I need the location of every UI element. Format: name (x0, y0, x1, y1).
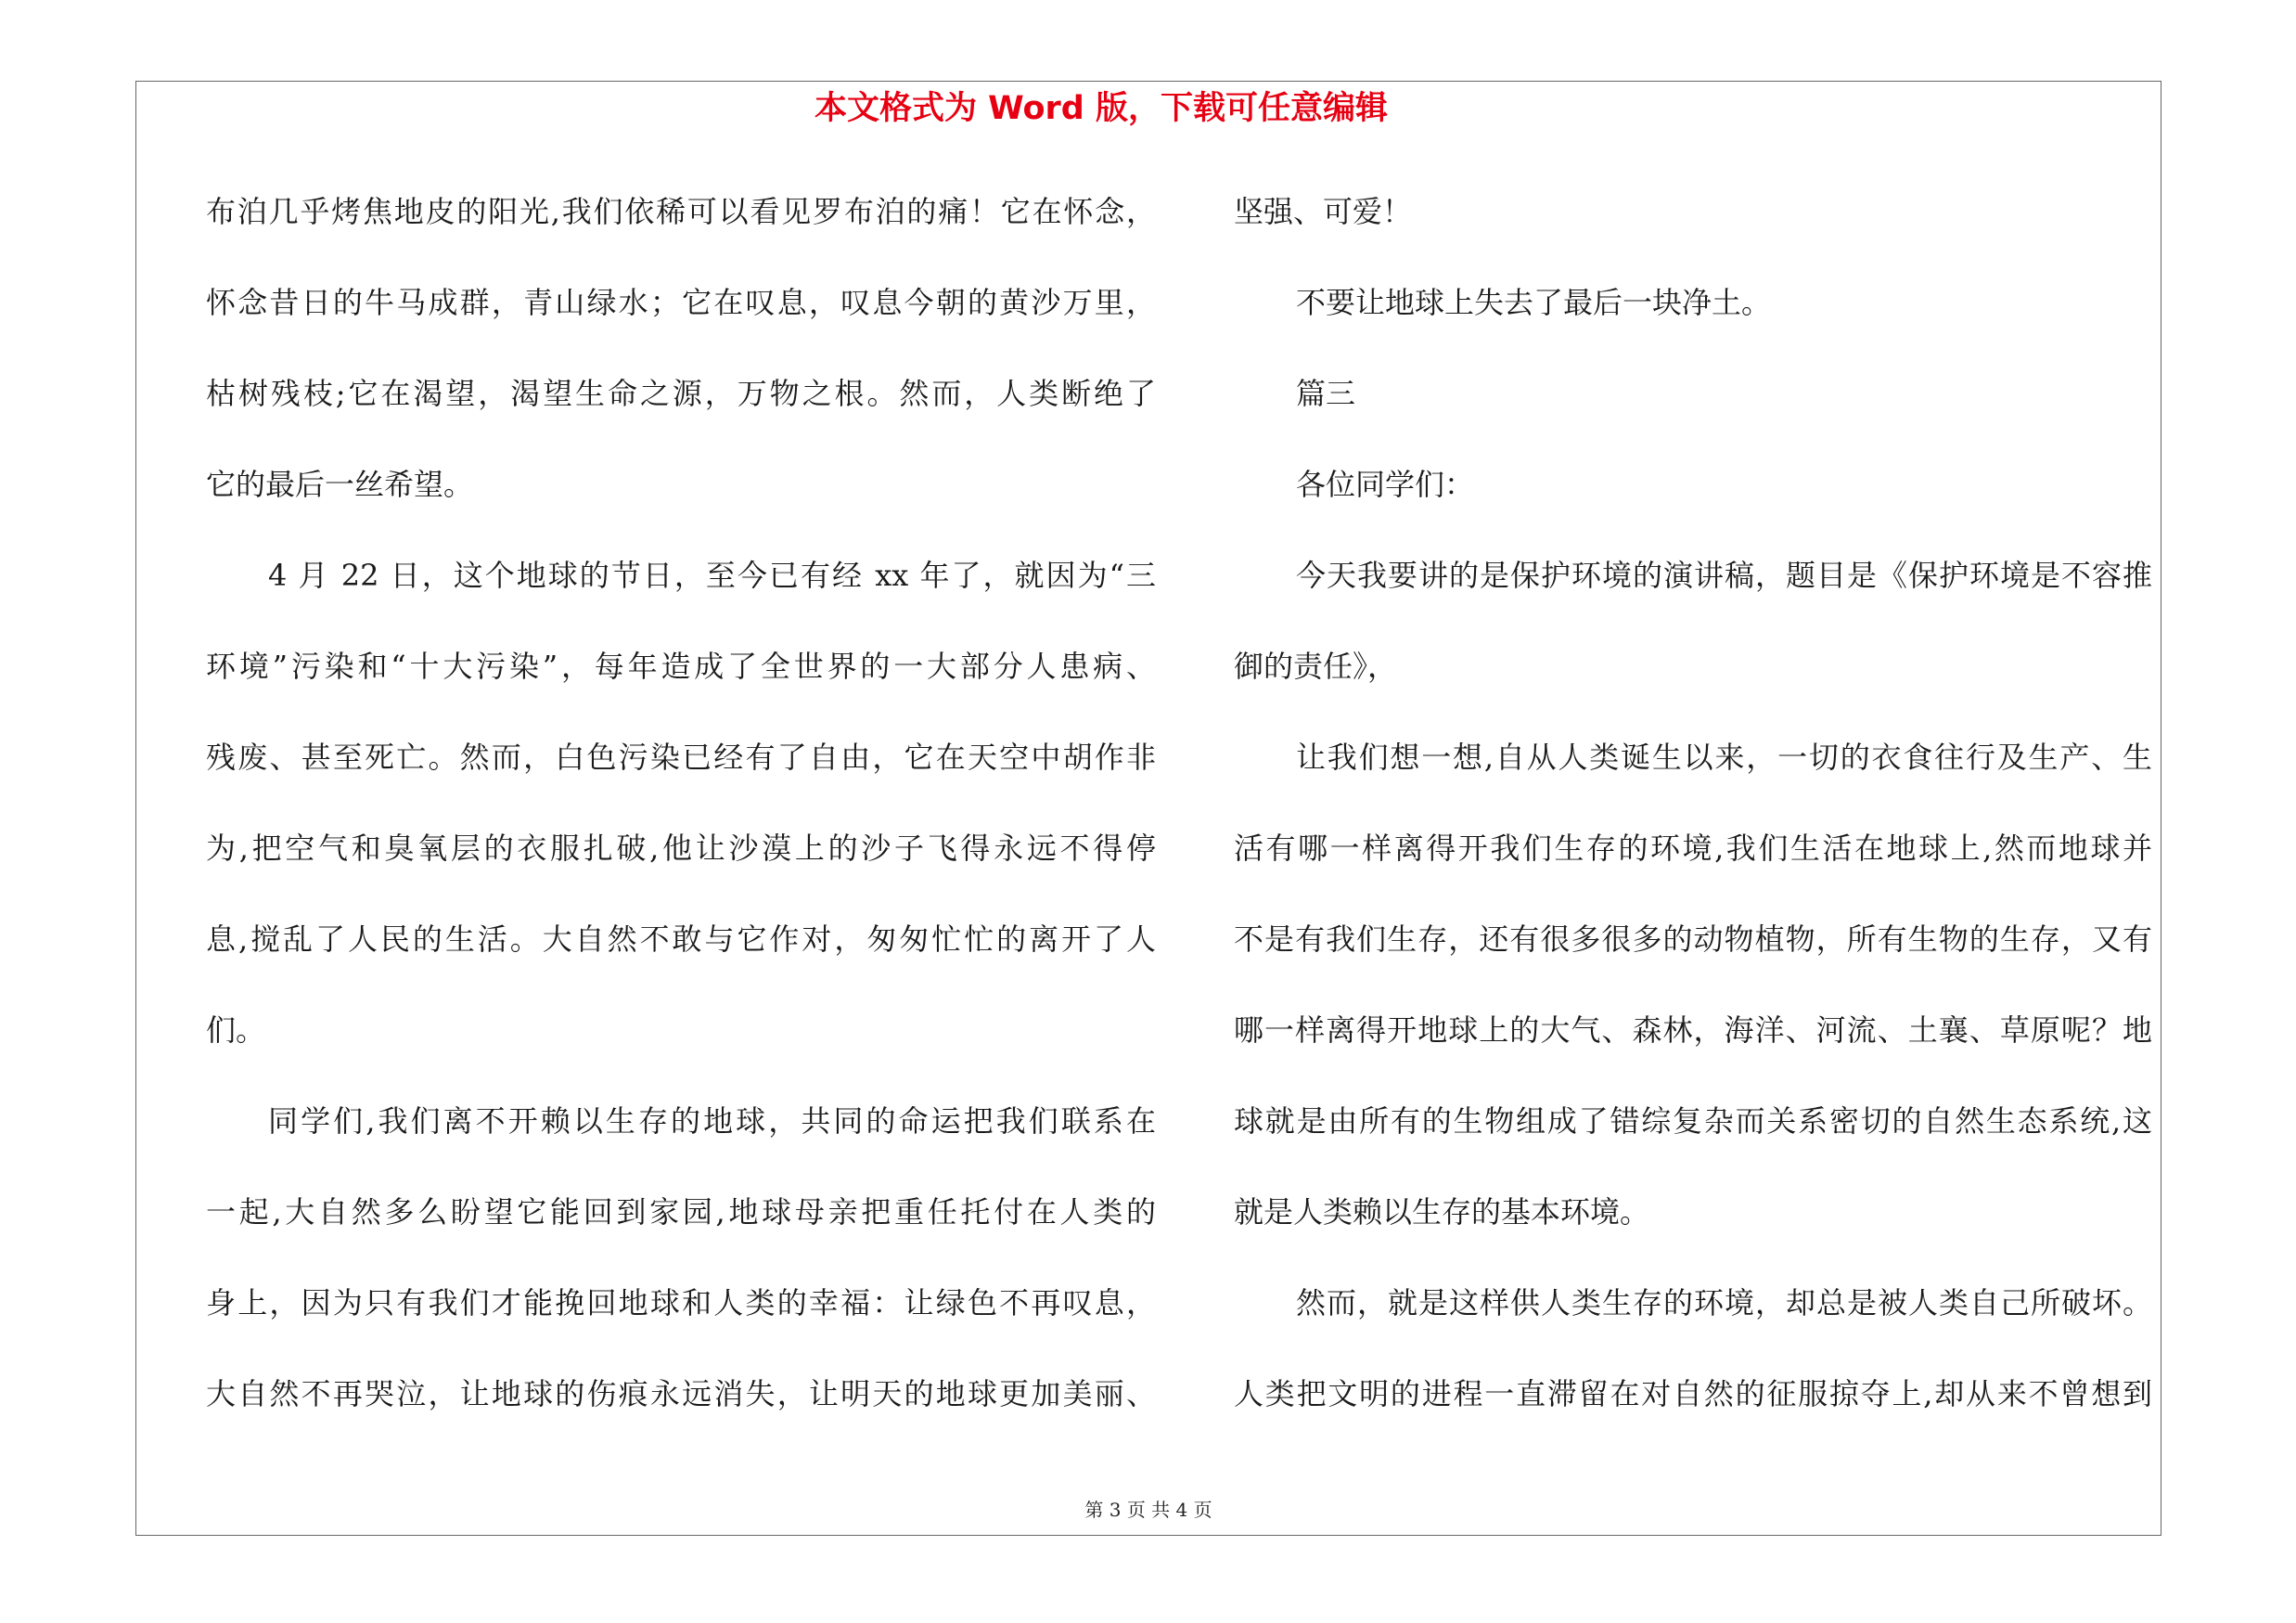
text-line: 怀念昔日的牛马成群，青山绿水；它在叹息，叹息今朝的黄沙万里， (206, 285, 1156, 320)
text-line: 活有哪一样离得开我们生存的环境,我们生活在地球上,然而地球并 (1234, 831, 2152, 866)
text-line: 就是人类赖以生存的基本环境。 (1234, 1194, 1650, 1230)
paragraph-start-line: 4 月 22 日，这个地球的节日，至今已有经 xx 年了，就因为“三 (268, 558, 1156, 593)
text-line: 身上，因为只有我们才能挽回地球和人类的幸福：让绿色不再叹息， (206, 1285, 1156, 1320)
paragraph-start-line: 不要让地球上失去了最后一块净土。 (1296, 285, 1772, 320)
text-line: 布泊几乎烤焦地皮的阳光,我们依稀可以看见罗布泊的痛！它在怀念， (206, 194, 1156, 229)
left-column (206, 166, 1156, 1439)
page-number-footer: 第 3 页 共 4 页 (1084, 1499, 1212, 1521)
paragraph-start-line: 然而，就是这样供人类生存的环境，却总是被人类自己所破坏。 (1296, 1285, 2152, 1320)
text-line: 坚强、可爱！ (1234, 194, 1413, 229)
text-line: 为,把空气和臭氧层的衣服扎破,他让沙漠上的沙子飞得永远不得停 (206, 831, 1156, 866)
text-line: 不是有我们生存，还有很多很多的动物植物，所有生物的生存，又有 (1234, 921, 2152, 957)
text-line: 人类把文明的进程一直滞留在对自然的征服掠夺上,却从来不曾想到 (1234, 1376, 2152, 1411)
salutation-line: 各位同学们： (1296, 467, 1475, 502)
text-line: 残废、甚至死亡。然而，白色污染已经有了自由，它在天空中胡作非 (206, 740, 1156, 775)
text-line: 息,搅乱了人民的生活。大自然不敢与它作对，匆匆忙忙的离开了人 (206, 921, 1156, 957)
text-line: 它的最后一丝希望。 (206, 467, 474, 502)
text-line: 御的责任》， (1234, 649, 1398, 684)
format-banner: 本文格式为 Word 版，下载可任意编辑 (814, 90, 1389, 127)
text-line: 们。 (206, 1012, 266, 1048)
text-line: 枯树残枝;它在渴望，渴望生命之源，万物之根。然而，人类断绝了 (206, 376, 1156, 411)
paragraph-start-line: 同学们,我们离不开赖以生存的地球，共同的命运把我们联系在 (268, 1103, 1156, 1139)
text-line: 环境”污染和“十大污染”，每年造成了全世界的一大部分人患病、 (206, 649, 1156, 684)
text-line: 一起,大自然多么盼望它能回到家园,地球母亲把重任托付在人类的 (206, 1194, 1156, 1230)
right-column (1234, 166, 2152, 1439)
section-heading: 篇三 (1296, 376, 1356, 411)
text-line: 大自然不再哭泣，让地球的伤痕永远消失，让明天的地球更加美丽、 (206, 1376, 1156, 1411)
paragraph-start-line: 今天我要讲的是保护环境的演讲稿，题目是《保护环境是不容推 (1296, 558, 2152, 593)
paragraph-start-line: 让我们想一想,自从人类诞生以来，一切的衣食往行及生产、生 (1296, 740, 2152, 775)
text-line: 哪一样离得开地球上的大气、森林，海洋、河流、土襄、草原呢？地 (1234, 1012, 2152, 1048)
text-line: 球就是由所有的生物组成了错综复杂而关系密切的自然生态系统,这 (1234, 1103, 2152, 1139)
